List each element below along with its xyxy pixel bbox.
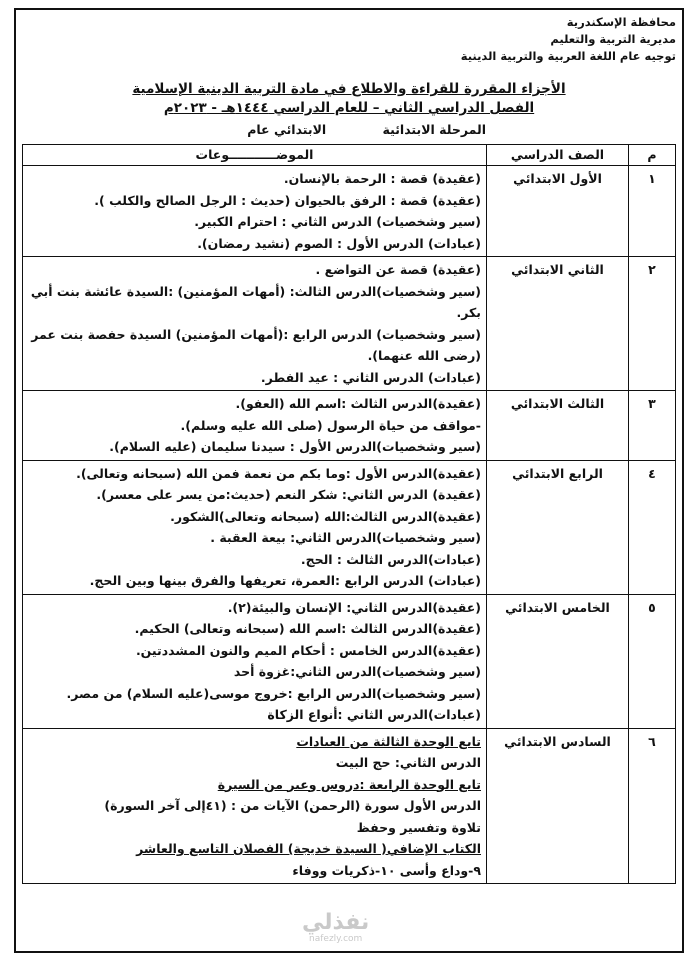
table-row — [23, 391, 676, 461]
row-grade: الخامس الابتدائي — [487, 594, 629, 728]
topic-line: (عبادات)الدرس الثالث : الحج. — [300, 551, 481, 567]
stage-general: الابتدائي عام — [247, 122, 327, 137]
topic-line: (عقيدة)الدرس الثالث :اسم الله (سبحانه وتعالى) الحكيم. — [134, 621, 481, 636]
topic-line: (عقيدة)الدرس الثالث :اسم الله (العفو). — [235, 396, 481, 411]
topic-line: تابع الوحدة الثالثة من العبادات — [296, 733, 481, 749]
row-topics — [23, 166, 487, 257]
table-row — [23, 728, 676, 884]
document-title: الأجزاء المقررة للقراءة والاطلاع في مادة التربية الدينية الإسلامية — [132, 81, 566, 97]
document-page — [14, 8, 684, 953]
header-governorate: محافظة الإسكندرية — [566, 15, 676, 29]
row-topics — [23, 257, 487, 391]
topic-line: (سير وشخصيات)الدرس الثالث: (أمهات المؤمنين) :السيدة عائشة بنت أبي بكر. — [30, 283, 481, 320]
topic-line: (سير وشخصيات) الدرس الرابع :(أمهات المؤمنين) السيدة حفصة بنت عمر (رضى الله عنهما). — [31, 326, 481, 363]
topic-line: (عقيدة) قصة : الرفق بالحيوان (حديث : الرجل الصالح والكلب ). — [94, 192, 481, 208]
topic-line: (سير وشخصيات) الدرس الثاني : احترام الكبير. — [194, 214, 481, 229]
topic-line: الكتاب الإضافي( السيدة خديجة) الفصلان التاسع والعاشر — [136, 841, 481, 856]
topic-line: الدرس الثاني: حج البيت — [335, 755, 481, 770]
row-number: ٥ — [629, 594, 676, 728]
topic-line: (عقيدة)الدرس الخامس : أحكام الميم والنون المشددتين. — [135, 642, 481, 658]
table-header-row — [23, 145, 676, 166]
row-number: ٦ — [629, 728, 676, 884]
topic-line: (عبادات) الدرس الثاني : عيد الفطر. — [260, 369, 481, 385]
topic-line: (سير وشخصيات)الدرس الثاني: بيعة العقبة . — [210, 530, 481, 545]
stage-primary: المرحلة الابتدائية — [382, 122, 486, 137]
topic-line: ٩-وداع وأسى ١٠-ذكريات ووفاء — [292, 862, 481, 878]
header-directorate: مديرية التربية والتعليم — [550, 32, 676, 46]
topic-line: تلاوة وتفسير وحفظ — [356, 819, 481, 835]
row-grade: الرابع الابتدائي — [487, 460, 629, 594]
header-num: م — [629, 145, 676, 166]
topic-line: -مواقف من حياة الرسول (صلى الله عليه وسلم). — [180, 417, 481, 433]
topic-line: الدرس الأول سورة (الرحمن) الآيات من : (٤١إلى آخر السورة) — [104, 798, 481, 813]
header-block — [461, 14, 676, 65]
watermark-main: نفذلي — [302, 910, 370, 935]
topic-line: (عبادات)الدرس الثاني :أنواع الزكاة — [267, 707, 481, 722]
row-topics — [23, 460, 487, 594]
topic-line: تابع الوحدة الرابعة :دروس وعبر من السيرة — [217, 776, 481, 792]
topic-line: (سير وشخصيات)الدرس الأول : سيدنا سليمان (عليه السلام). — [109, 439, 481, 454]
row-topics — [23, 728, 487, 884]
topic-line: (عقيدة) الدرس الثاني: شكر النعم (حديث:من يسر على معسر). — [96, 487, 481, 502]
row-grade: الثاني الابتدائي — [487, 257, 629, 391]
topic-line: (عقيدة)الدرس الأول :وما بكم من نعمة فمن الله (سبحانه وتعالى). — [76, 465, 481, 481]
row-topics — [23, 391, 487, 461]
title-block — [16, 80, 682, 118]
header-supervision: توجيه عام اللغة العربية والتربية الدينية — [460, 49, 676, 63]
document-subtitle: الفصل الدراسي الثاني – للعام الدراسي ١٤٤٤هـ - ٢٠٢٣م — [163, 100, 535, 116]
row-grade: الثالث الابتدائي — [487, 391, 629, 461]
table-row — [23, 460, 676, 594]
stage-line — [247, 122, 486, 137]
topic-line: (عقيدة)الدرس الثالث:الله (سبحانه وتعالى)الشكور. — [170, 508, 481, 524]
row-grade: الأول الابتدائي — [487, 166, 629, 257]
header-topics: الموضـــــــــــوعات — [23, 145, 487, 166]
table-row — [23, 257, 676, 391]
topic-line: (عبادات) الدرس الأول : الصوم (نشيد رمضان). — [197, 235, 481, 251]
watermark — [302, 912, 369, 944]
header-grade: الصف الدراسي — [487, 145, 629, 166]
row-number: ٢ — [629, 257, 676, 391]
topic-line: (عقيدة)الدرس الثاني: الإنسان والبيئة(٢). — [227, 599, 481, 615]
row-number: ٣ — [629, 391, 676, 461]
table-row — [23, 166, 676, 257]
row-number: ١ — [629, 166, 676, 257]
topic-line: (عبادات) الدرس الرابع :العمرة، تعريفها والفرق بينها وبين الحج. — [89, 573, 481, 588]
curriculum-table — [22, 144, 676, 884]
watermark-sub: nafezly.com — [309, 934, 363, 944]
row-topics — [23, 594, 487, 728]
topic-line: (عقيدة) قصة عن التواضع . — [315, 262, 481, 277]
topic-line: (عقيدة) قصة : الرحمة بالإنسان. — [283, 171, 481, 186]
topic-line: (سير وشخصيات)الدرس الرابع :خروج موسى(عليه السلام) من مصر. — [66, 685, 481, 701]
topic-line: (سير وشخصيات)الدرس الثاني:غزوة أحد — [233, 664, 481, 679]
row-number: ٤ — [629, 460, 676, 594]
row-grade: السادس الابتدائي — [487, 728, 629, 884]
table-row — [23, 594, 676, 728]
